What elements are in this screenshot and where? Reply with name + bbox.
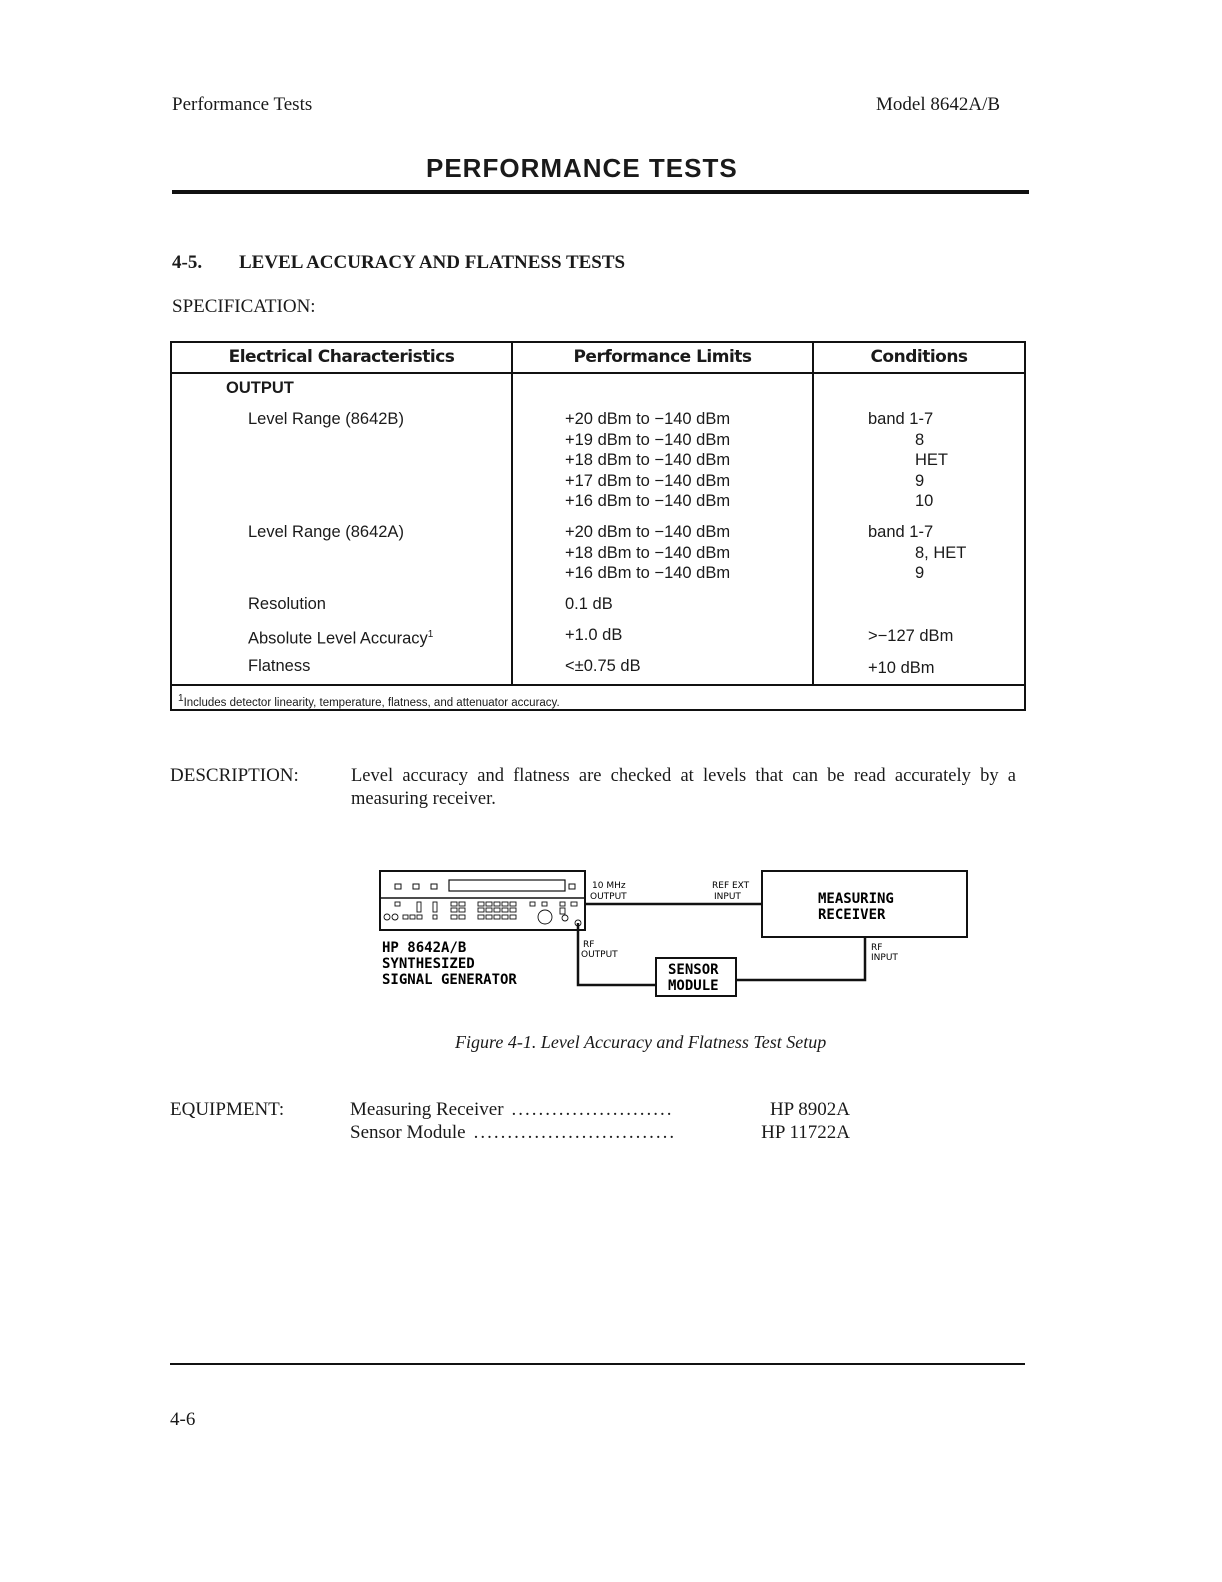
rf-input-label: RF xyxy=(871,943,883,953)
limit-value: 0.1 dB xyxy=(565,595,613,613)
running-header-left: Performance Tests xyxy=(172,94,313,115)
condition-value: 9 xyxy=(915,564,925,582)
generator-label-line: SIGNAL GENERATOR xyxy=(382,972,517,988)
limit-value: +16 dBm to −140 dBm xyxy=(565,492,731,510)
section-title: LEVEL ACCURACY AND FLATNESS TESTS xyxy=(239,252,626,273)
page-title: PERFORMANCE TESTS xyxy=(426,153,738,183)
footnote-rule xyxy=(172,684,1024,686)
specification-label: SPECIFICATION: xyxy=(172,296,316,317)
limit-value: <±0.75 dB xyxy=(565,657,641,675)
description-text: Level accuracy and flatness are checked at levels that can be read accurately by a measuring receiver. xyxy=(351,766,1016,809)
leader-dots: .............................. xyxy=(473,1122,677,1143)
col-header-characteristics: Electrical Characteristics xyxy=(228,347,455,367)
equipment-name: Sensor Module xyxy=(350,1122,466,1143)
running-header-right: Model 8642A/B xyxy=(876,94,1001,115)
test-setup-diagram xyxy=(370,860,980,1005)
spec-table xyxy=(170,341,1026,711)
limit-value: +18 dBm to −140 dBm xyxy=(565,451,731,469)
ten-mhz-output-label: 10 MHz xyxy=(592,881,626,891)
row-name: Level Range (8642A) xyxy=(248,523,404,541)
equipment-item xyxy=(350,1099,850,1121)
equipment-label: EQUIPMENT: xyxy=(170,1099,285,1120)
condition-value: 10 xyxy=(915,492,934,510)
page-number: 4-6 xyxy=(170,1409,196,1430)
row-name xyxy=(248,625,433,649)
row-name-text: Absolute Level Accuracy xyxy=(248,629,428,648)
sensor-label-line: MODULE xyxy=(668,978,719,994)
header-rule xyxy=(172,372,1024,374)
sensor-label-line: SENSOR xyxy=(668,962,719,978)
equipment-name: Measuring Receiver xyxy=(350,1099,504,1120)
signal-generator xyxy=(380,871,585,988)
row-name: Resolution xyxy=(248,595,326,613)
condition-value: HET xyxy=(915,451,948,469)
equipment-model: HP 11722A xyxy=(761,1122,850,1143)
figure-caption: Figure 4-1. Level Accuracy and Flatness Test Setup xyxy=(455,1032,827,1052)
footnote-mark: 1 xyxy=(178,693,184,704)
condition-value: +10 dBm xyxy=(868,659,935,677)
limit-value: +20 dBm to −140 dBm xyxy=(565,523,731,541)
rf-output-label: RF xyxy=(583,940,595,950)
condition-value: 9 xyxy=(915,471,925,490)
condition-value: band 1-7 xyxy=(868,410,934,428)
limit-value: +17 dBm to −140 dBm xyxy=(565,471,731,490)
footnote-text: Includes detector linearity, temperature, flatness, and attenuator accuracy. xyxy=(183,696,560,709)
generator-label-line: SYNTHESIZED xyxy=(382,956,475,972)
condition-value: 8, HET xyxy=(915,543,967,562)
equipment-item xyxy=(350,1122,850,1144)
measuring-receiver xyxy=(762,871,967,937)
footer-rule xyxy=(170,1363,1025,1365)
table-divider xyxy=(511,343,513,685)
limit-value: +16 dBm to −140 dBm xyxy=(565,564,731,582)
sensor-module xyxy=(656,958,736,996)
condition-value: >−127 dBm xyxy=(868,627,954,645)
receiver-label-line: MEASURING xyxy=(818,891,894,907)
title-rule xyxy=(172,190,1029,194)
limit-value: +19 dBm to −140 dBm xyxy=(565,430,731,449)
generator-label-line: HP 8642A/B xyxy=(382,940,467,956)
ten-mhz-output-label: OUTPUT xyxy=(590,892,627,902)
group-label: OUTPUT xyxy=(226,379,294,397)
limit-value: +1.0 dB xyxy=(565,626,623,644)
leader-dots: ........................ xyxy=(511,1099,674,1120)
equipment-model: HP 8902A xyxy=(769,1099,850,1120)
row-name: Flatness xyxy=(248,657,311,675)
section-heading xyxy=(172,252,625,274)
ref-ext-input-label: INPUT xyxy=(714,892,741,902)
ref-ext-input-label: REF EXT xyxy=(712,881,750,891)
condition-value: band 1-7 xyxy=(868,523,934,541)
condition-value: 8 xyxy=(915,430,925,449)
receiver-label-line: RECEIVER xyxy=(818,907,886,923)
limit-value: +20 dBm to −140 dBm xyxy=(565,410,731,428)
limit-value: +18 dBm to −140 dBm xyxy=(565,543,731,562)
table-footnote xyxy=(178,693,560,709)
row-name: Level Range (8642B) xyxy=(248,410,404,428)
col-header-conditions: Conditions xyxy=(870,347,968,367)
footnote-ref: 1 xyxy=(427,629,434,640)
col-header-limits: Performance Limits xyxy=(573,347,752,367)
rf-input-label: INPUT xyxy=(871,953,898,963)
section-number: 4-5. xyxy=(172,252,203,273)
rf-input-cable xyxy=(736,937,865,980)
description-label: DESCRIPTION: xyxy=(170,765,299,786)
rf-output-label: OUTPUT xyxy=(581,950,618,960)
table-divider xyxy=(812,343,814,685)
